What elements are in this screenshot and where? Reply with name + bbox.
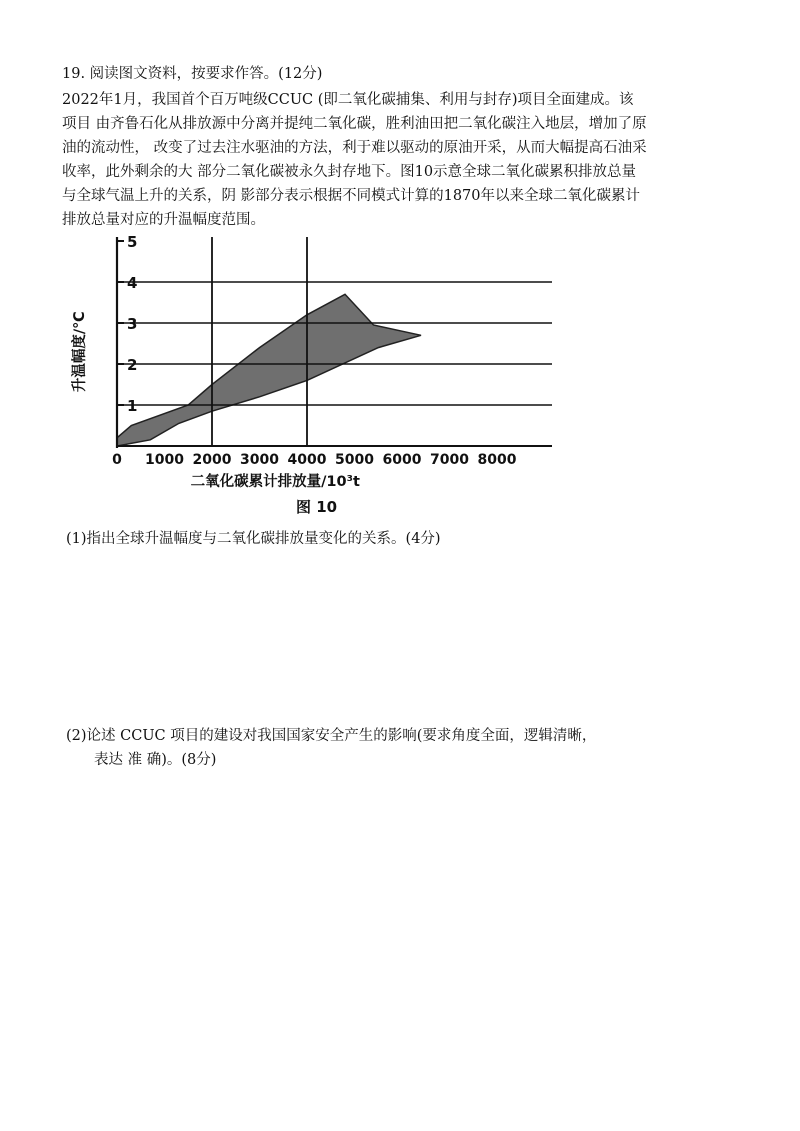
x-tick-label: 0 <box>112 452 122 468</box>
paragraph-line: 排放总量对应的升温幅度范围。 <box>62 212 265 228</box>
x-tick-label: 4000 <box>287 452 327 468</box>
y-tick-label: 4 <box>127 274 138 292</box>
sub-question-1 <box>66 527 441 551</box>
paragraph-line: 2022年1月，我国首个百万吨级CCUC (即二氧化碳捕集、利用与封存)项目全面建成。该 <box>62 92 634 108</box>
sub-question-line: (2)论述 CCUC 项目的建设对我国国家安全产生的影响(要求角度全面，逻辑清晰， <box>66 728 597 744</box>
chart-svg <box>62 232 562 492</box>
x-tick-label: 1000 <box>145 452 184 468</box>
paragraph-line: 收率，此外剩余的大 部分二氧化碳被永久封存地下。图10示意全球二氧化碳累积排放总量 <box>62 164 637 180</box>
shaded-range-area <box>117 294 421 446</box>
figure-caption: 图 10 <box>296 498 338 516</box>
sub-question-line: (1)指出全球升温幅度与二氧化碳排放量变化的关系。(4分) <box>66 531 441 547</box>
paragraph-line: 项目 由齐鲁石化从排放源中分离并提纯二氧化碳，胜利油田把二氧化碳注入地层，增加了原 <box>62 116 647 132</box>
y-tick-label: 3 <box>127 315 138 333</box>
question-paragraph <box>62 88 752 232</box>
question-title: 19. 阅读图文资料，按要求作答。(12分) <box>62 66 323 82</box>
y-axis-label: 升温幅度/℃ <box>72 311 88 393</box>
paragraph-line: 油的流动性， 改变了过去注水驱油的方法，利于难以驱动的原油开采，从而大幅提高石油采 <box>62 140 647 156</box>
sub-question-line: 表达 准 确)。(8分) <box>94 752 217 768</box>
x-tick-label: 8000 <box>477 452 517 468</box>
y-tick-label: 1 <box>127 397 138 415</box>
x-tick-label: 3000 <box>240 452 279 468</box>
x-tick-label: 5000 <box>335 452 374 468</box>
y-tick-label: 2 <box>127 356 138 374</box>
x-tick-label: 2000 <box>192 452 232 468</box>
x-tick-label: 7000 <box>430 452 469 468</box>
x-tick-label: 6000 <box>382 452 422 468</box>
x-axis-label: 二氧化碳累计排放量/10³t <box>190 474 360 490</box>
paragraph-line: 与全球气温上升的关系，阴 影部分表示根据不同模式计算的1870年以来全球二氧化碳累计 <box>62 188 641 204</box>
figure-10-chart <box>62 232 562 496</box>
sub-question-2 <box>66 724 596 772</box>
y-tick-label: 5 <box>127 233 138 251</box>
